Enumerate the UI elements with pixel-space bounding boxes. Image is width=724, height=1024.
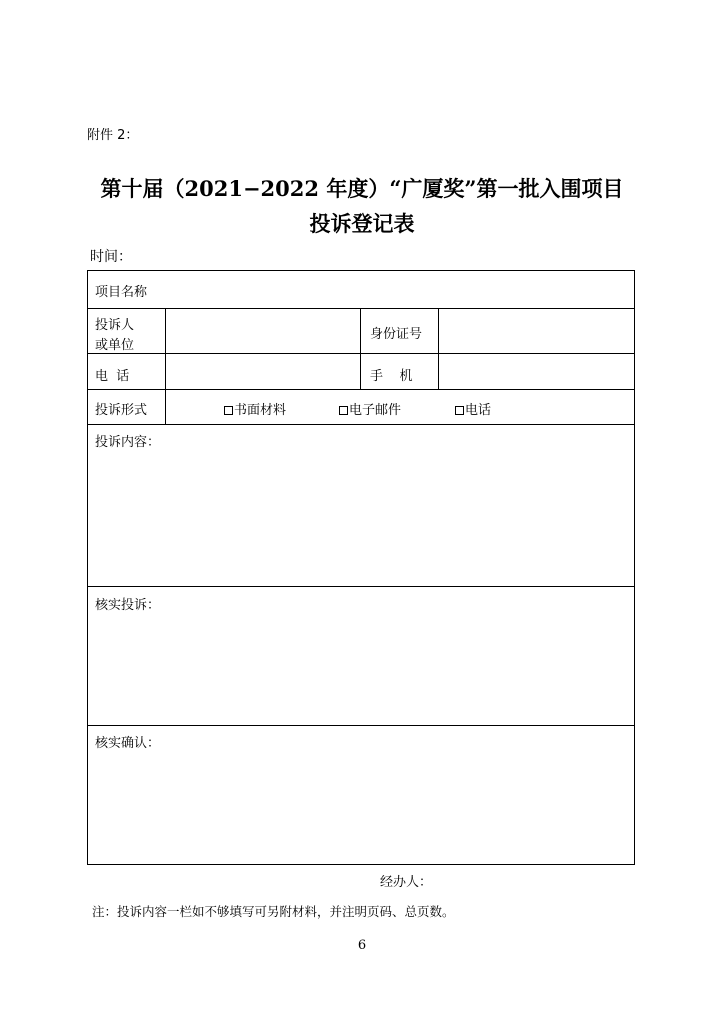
time-label: 时间： xyxy=(90,249,132,265)
complaint-form-label: 投诉形式 xyxy=(95,403,148,418)
table-column-divider xyxy=(438,308,439,390)
table-row-divider xyxy=(87,308,635,309)
option-label: 电子邮件 xyxy=(349,403,402,418)
mobile-label: 手 机 xyxy=(370,369,413,384)
option-label: 书面材料 xyxy=(234,403,287,418)
attachment-label: 附件 2： xyxy=(87,128,139,143)
checkbox-icon[interactable] xyxy=(339,406,348,415)
table-border-left xyxy=(87,270,88,865)
table-column-divider xyxy=(165,308,166,425)
form-title-line2: 投诉登记表 xyxy=(309,211,415,236)
phone-label: 电 话 xyxy=(95,369,130,384)
id-number-label: 身份证号 xyxy=(370,327,423,342)
table-column-divider xyxy=(360,308,361,390)
verify-complaint-label: 核实投诉： xyxy=(95,598,161,613)
table-row-divider xyxy=(87,586,635,587)
complainant-label-line2: 或单位 xyxy=(95,338,135,353)
complaint-registration-table xyxy=(87,270,635,865)
checkbox-icon[interactable] xyxy=(455,406,464,415)
table-border-bottom xyxy=(87,864,635,865)
form-title-line1: 第十届（2021−2022 年度）“广厦奖”第一批入围项目 xyxy=(100,176,624,201)
table-row-divider xyxy=(87,424,635,425)
option-label: 电话 xyxy=(465,403,492,418)
complainant-label-line1: 投诉人 xyxy=(95,318,135,333)
project-name-label: 项目名称 xyxy=(95,285,148,300)
table-row-divider xyxy=(87,353,635,354)
table-row-divider xyxy=(87,389,635,390)
option-email[interactable] xyxy=(339,399,401,418)
complaint-content-label: 投诉内容： xyxy=(95,435,161,450)
handler-label: 经办人： xyxy=(380,875,433,890)
checkbox-icon[interactable] xyxy=(224,406,233,415)
page-number: 6 xyxy=(357,938,367,953)
verify-confirm-label: 核实确认： xyxy=(95,736,161,751)
table-row-divider xyxy=(87,725,635,726)
option-written-material[interactable] xyxy=(224,399,286,418)
option-phone[interactable] xyxy=(455,399,491,418)
table-border-right xyxy=(634,270,635,865)
table-border-top xyxy=(87,270,635,271)
footnote: 注：投诉内容一栏如不够填写可另附材料，并注明页码、总页数。 xyxy=(92,904,455,919)
